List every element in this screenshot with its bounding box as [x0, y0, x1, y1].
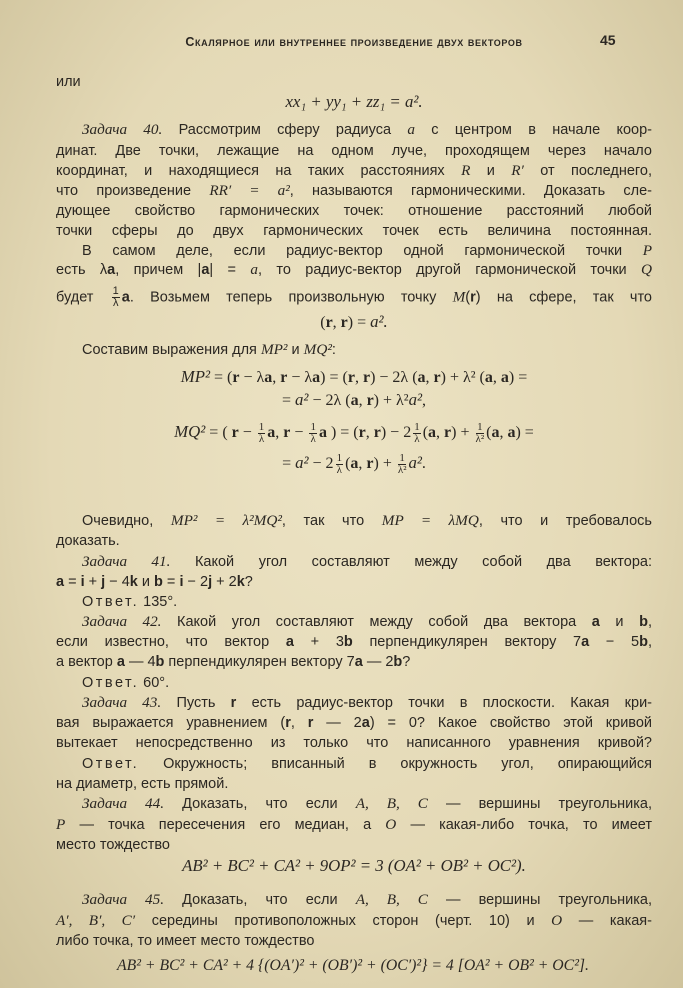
math-text: MP² — [180, 367, 211, 386]
text-run: ) = ( — [320, 369, 348, 386]
equation-line — [56, 856, 652, 876]
vector-symbol: i — [80, 574, 85, 590]
text-run: или — [56, 74, 81, 90]
text-run: точки сферы до двух гармонических точек есть величина постоянная. — [56, 223, 652, 239]
fraction-denominator: λ — [112, 297, 119, 309]
vector-symbol: a — [201, 262, 210, 278]
text-run: , — [499, 424, 508, 442]
text-run: + — [84, 574, 102, 590]
text-run: ( — [345, 455, 351, 473]
text-line — [56, 141, 652, 161]
text-run: − 2 — [183, 574, 209, 590]
text-run: а вектор — [56, 654, 117, 670]
text-run: , — [358, 392, 367, 409]
fraction — [112, 286, 120, 309]
text-run: ) + λ² — [373, 392, 409, 409]
text-run: , — [647, 634, 653, 650]
text-line — [56, 552, 652, 572]
text-run: Составим выражения для — [82, 342, 261, 358]
fraction — [336, 453, 344, 476]
vector-symbol: a — [116, 654, 125, 670]
text-run: ( — [422, 424, 429, 442]
text-run: есть λ — [56, 262, 108, 278]
vector-symbol: a — [591, 614, 600, 630]
fraction-denominator: λ — [310, 433, 316, 445]
text-run: место тождество — [56, 837, 170, 853]
text-line — [56, 592, 652, 612]
vector-symbol: a — [581, 634, 590, 650]
math-text: AB² + BC² + CA² + 4 {(OA′)² + (OB′)² + (OC′)²} = 4 [OA² + OB² + OC²]. — [117, 957, 589, 974]
text-run: − — [238, 424, 256, 442]
text-run: с центром в начале коор- — [414, 122, 652, 138]
text-line — [56, 733, 652, 753]
math-text: a — [407, 121, 415, 138]
vector-symbol: a — [507, 424, 516, 442]
vector-symbol: b — [393, 654, 403, 670]
vector-symbol: a — [484, 369, 493, 386]
math-text: a² — [295, 453, 309, 473]
vector-symbol: a — [56, 574, 65, 590]
math-text: Задача 40. — [82, 121, 163, 138]
text-run: Рассмотрим сферу радиуса — [162, 122, 408, 138]
text-run: Доказать, что если — [164, 892, 356, 908]
math-text: a² — [295, 390, 309, 409]
vector-symbol: b — [639, 634, 648, 650]
text-run: − λ — [239, 369, 265, 386]
text-run: — вершины треугольника, — [427, 892, 652, 908]
text-run: + 3 — [293, 634, 344, 650]
text-line — [56, 161, 652, 181]
vector-symbol: r — [340, 314, 348, 331]
equation-line — [56, 312, 652, 332]
text-run: + 2 — [212, 574, 237, 590]
text-run: ) = 0? Какое свойство этой кривой — [369, 715, 653, 731]
text-line — [56, 794, 652, 814]
text-line — [56, 531, 652, 551]
text-run: ) + λ² ( — [440, 369, 485, 386]
vector-symbol: b — [639, 614, 648, 630]
math-text: Задача 43. — [82, 694, 162, 711]
text-line — [56, 835, 652, 855]
text-run: = ( — [210, 369, 233, 386]
text-run: , — [647, 614, 652, 630]
vector-symbol: r — [347, 369, 355, 386]
text-run: вытекает непосредственно из только что написанного уравнения кривой? — [56, 735, 652, 751]
text-run: : — [331, 342, 336, 358]
math-text: AB² + BC² + CA² + 9OP² = 3 (OA² + OB² + OC²). — [182, 856, 526, 875]
equation-line — [56, 452, 652, 476]
text-run: перпендикулярен вектору 7 — [352, 634, 582, 650]
answer-label: Ответ. — [82, 756, 140, 772]
text-run: − λ — [287, 369, 313, 386]
text-line — [56, 572, 652, 592]
answer-label: Ответ. — [82, 675, 140, 691]
text-run: , — [332, 314, 341, 331]
fraction-denominator: λ — [414, 433, 420, 445]
math-text: O — [385, 816, 397, 833]
equation-line — [50, 956, 656, 976]
text-run: ( — [486, 424, 492, 442]
text-run: — 2 — [313, 715, 362, 731]
text-run: В самом деле, если радиус-вектор одной гармонической точки — [82, 243, 643, 259]
math-text: P — [56, 816, 66, 833]
equation-line — [56, 92, 652, 112]
vector-symbol: k — [129, 574, 138, 590]
text-run: = — [282, 392, 296, 409]
text-run: , — [290, 715, 308, 731]
text-run: и — [137, 574, 155, 590]
vector-symbol: k — [236, 574, 245, 590]
math-text: A, B, C — [355, 795, 428, 812]
text-run: ) + — [451, 424, 474, 442]
text-run: , — [358, 455, 367, 473]
text-run: . — [421, 455, 426, 473]
math-text: Задача 41. — [82, 553, 171, 570]
vector-symbol: r — [373, 424, 381, 442]
text-run: если известно, что вектор — [56, 634, 286, 650]
text-run: ( — [465, 289, 471, 306]
vector-symbol: a — [121, 289, 130, 306]
text-run: , — [272, 369, 281, 386]
text-line — [56, 285, 652, 309]
text-run: Доказать, что если — [164, 796, 356, 812]
text-run: , так что — [281, 513, 382, 529]
math-text: a² — [408, 453, 422, 473]
text-run: ( — [320, 314, 326, 331]
text-run: = — [64, 574, 81, 590]
text-run: − 2 — [308, 455, 334, 473]
running-header: Скалярное или внутреннее произведение двух векторов — [185, 35, 523, 49]
vector-symbol: a — [491, 424, 500, 442]
text-run: , причем | — [115, 262, 202, 278]
text-run: и — [470, 163, 512, 179]
vector-symbol: r — [231, 424, 239, 442]
text-line — [56, 754, 652, 774]
equation-line — [56, 390, 652, 410]
math-text: Задача 44. — [82, 795, 165, 812]
text-run: Какой угол составляют между собой два вектора — [161, 614, 592, 630]
fraction-numerator: 1 — [477, 421, 483, 433]
text-line — [56, 693, 652, 713]
text-run: , — [425, 369, 434, 386]
fraction-denominator: λ — [336, 464, 342, 476]
vector-symbol: r — [366, 392, 374, 409]
text-run: = — [162, 574, 180, 590]
vector-symbol: a — [417, 369, 426, 386]
vector-symbol: j — [101, 574, 106, 590]
text-run: , то радиус-вектор другой гармонической точки — [257, 262, 641, 278]
text-run: ) = — [515, 424, 534, 442]
text-run: , — [422, 392, 426, 409]
answer-label: Ответ. — [82, 594, 140, 610]
vector-symbol: a — [428, 424, 437, 442]
vector-symbol: r — [325, 314, 333, 331]
text-run: Какой угол составляют между собой два вектора: — [170, 554, 652, 570]
vector-symbol: j — [208, 574, 213, 590]
vector-symbol: a — [267, 424, 276, 442]
fraction-denominator: λ — [258, 433, 265, 445]
math-text: Задача 42. — [82, 613, 162, 630]
text-run: либо точка, то имеет место тождество — [56, 933, 315, 949]
text-line — [56, 241, 652, 261]
fraction-numerator: 1 — [399, 452, 405, 464]
text-line — [56, 221, 652, 241]
math-text: MP² = λ²MQ² — [170, 512, 282, 529]
text-run: . Возьмем теперь произвольную точку — [129, 289, 453, 306]
text-line — [56, 673, 652, 693]
vector-symbol: r — [280, 369, 288, 386]
text-run: ) на сфере, так что — [475, 289, 652, 306]
text-run: , — [275, 424, 284, 442]
vector-symbol: a — [354, 654, 363, 670]
vector-symbol: b — [155, 654, 165, 670]
fraction — [413, 422, 421, 445]
text-run: = ( — [205, 424, 232, 442]
text-run: , называются гармоническими. Доказать сле- — [289, 183, 652, 199]
text-run: и — [287, 342, 304, 358]
text-run: дующее свойство гармонических точек: отношение расстояний любой — [56, 203, 652, 219]
vector-symbol: r — [285, 715, 291, 731]
text-run: — какая-либо точка, то имеет — [396, 817, 653, 833]
math-text: xx₁ + yy₁ + zz₁ = a². — [285, 92, 423, 111]
equation-line — [56, 367, 652, 387]
text-run: , — [354, 369, 363, 386]
text-line — [56, 511, 652, 531]
equation-line — [56, 421, 652, 445]
text-line — [56, 911, 652, 931]
text-run: вая выражается уравнением ( — [56, 715, 286, 731]
text-run: Очевидно, — [82, 513, 171, 529]
text-line — [56, 713, 652, 733]
text-line — [56, 652, 652, 672]
text-line — [56, 774, 652, 794]
text-run: — вершины треугольника, — [427, 796, 652, 812]
fraction — [476, 422, 485, 445]
vector-symbol: r — [444, 424, 452, 442]
math-text: P — [642, 242, 652, 259]
fraction-denominator: λ² — [475, 433, 485, 445]
text-run: 60°. — [139, 675, 170, 691]
vector-symbol: r — [366, 455, 374, 473]
text-run: − 4 — [105, 574, 130, 590]
fraction-numerator: 1 — [414, 421, 420, 433]
text-run: , — [436, 424, 445, 442]
text-run: ) − 2 — [380, 424, 412, 442]
text-run: ) + — [373, 455, 396, 473]
text-run: на диаметр, есть прямой. — [56, 776, 229, 792]
math-text: RR′ = a² — [209, 182, 290, 199]
math-text: a — [250, 261, 258, 278]
text-line — [56, 612, 652, 632]
text-line — [56, 340, 652, 360]
math-text: MQ² — [303, 341, 332, 358]
text-run: − 5 — [589, 634, 640, 650]
text-run: — 4 — [124, 654, 156, 670]
fraction — [258, 422, 266, 445]
vector-symbol: a — [350, 392, 359, 409]
text-run: перпендикулярен вектору 7 — [164, 654, 355, 670]
text-run: — какая- — [562, 913, 652, 929]
text-line — [56, 632, 652, 652]
fraction-numerator: 1 — [336, 452, 343, 464]
vector-symbol: a — [318, 424, 327, 442]
math-text: O — [551, 912, 563, 929]
vector-symbol: r — [433, 369, 441, 386]
math-text: M — [452, 288, 466, 306]
text-run: , что и требовалось — [478, 513, 652, 529]
text-run: что произведение — [56, 183, 210, 199]
vector-symbol: r — [358, 424, 366, 442]
text-line — [56, 260, 652, 280]
vector-symbol: r — [470, 289, 476, 306]
text-run: есть радиус-вектор точки в плоскости. Какая кри- — [236, 695, 652, 711]
vector-symbol: a — [500, 369, 509, 386]
math-text: A′, B′, C′ — [56, 912, 136, 929]
text-run: координат, и находящиеся на таких расстояниях — [56, 163, 462, 179]
text-run: динат. Две точки, лежащие на одном луче, проходящем через начало — [56, 143, 652, 159]
text-run: ) − 2λ ( — [370, 369, 418, 386]
text-run: | = — [209, 262, 251, 278]
math-text: R′ — [511, 162, 524, 179]
text-run: Окружность; вписанный в окружность угол, опирающийся — [139, 756, 652, 772]
vector-symbol: r — [232, 369, 240, 386]
vector-symbol: a — [264, 369, 273, 386]
text-run: — 2 — [362, 654, 394, 670]
math-text: a² — [408, 390, 422, 409]
fraction-denominator: λ² — [397, 464, 407, 476]
text-run: середины противоположных сторон (черт. 10) и — [135, 913, 552, 929]
vector-symbol: a — [350, 455, 359, 473]
text-run: от последнего, — [523, 163, 652, 179]
text-run: — точка пересечения его медиан, а — [65, 817, 386, 833]
text-line — [56, 890, 652, 910]
math-text: Задача 45. — [82, 891, 165, 908]
text-line — [56, 72, 652, 92]
text-run: ) = — [347, 314, 371, 331]
text-run: доказать. — [56, 533, 120, 549]
text-run: будет — [56, 289, 110, 306]
fraction-numerator: 1 — [258, 421, 265, 433]
math-text: R — [461, 162, 471, 179]
text-line — [56, 181, 652, 201]
vector-symbol: r — [362, 369, 371, 386]
text-run: , — [365, 424, 374, 442]
math-text: MP = λMQ — [381, 512, 479, 529]
vector-symbol: b — [154, 574, 163, 590]
text-run: ? — [402, 654, 411, 670]
text-line — [56, 120, 652, 140]
text-run: и — [599, 614, 640, 630]
text-run: ) = ( — [326, 424, 359, 442]
fraction-numerator: 1 — [310, 421, 316, 433]
text-run: ) = — [508, 369, 528, 386]
vector-symbol: a — [361, 715, 370, 731]
text-run: ? — [244, 574, 253, 590]
vector-symbol: a — [285, 634, 294, 650]
page-number: 45 — [600, 32, 616, 48]
vector-symbol: r — [230, 695, 237, 711]
text-run: = — [282, 455, 296, 473]
vector-symbol: b — [343, 634, 353, 650]
text-run: − — [290, 424, 308, 442]
vector-symbol: r — [283, 424, 291, 442]
text-run: Пусть — [161, 695, 231, 711]
math-text: Q — [641, 261, 652, 278]
text-run: − 2λ ( — [308, 392, 351, 409]
text-run: 135°. — [139, 594, 178, 610]
math-text: MQ² — [174, 422, 206, 442]
vector-symbol: r — [307, 715, 314, 731]
vector-symbol: a — [312, 369, 321, 386]
vector-symbol: i — [179, 574, 184, 590]
fraction — [309, 422, 317, 445]
math-text: a². — [370, 312, 388, 331]
fraction-numerator: 1 — [112, 285, 119, 297]
math-text: A, B, C — [355, 891, 428, 908]
fraction — [398, 453, 407, 476]
text-line — [56, 201, 652, 221]
vector-symbol: a — [107, 262, 116, 278]
text-line — [56, 931, 652, 951]
text-line — [56, 815, 652, 835]
text-run: , — [492, 369, 501, 386]
math-text: MP² — [260, 341, 288, 358]
